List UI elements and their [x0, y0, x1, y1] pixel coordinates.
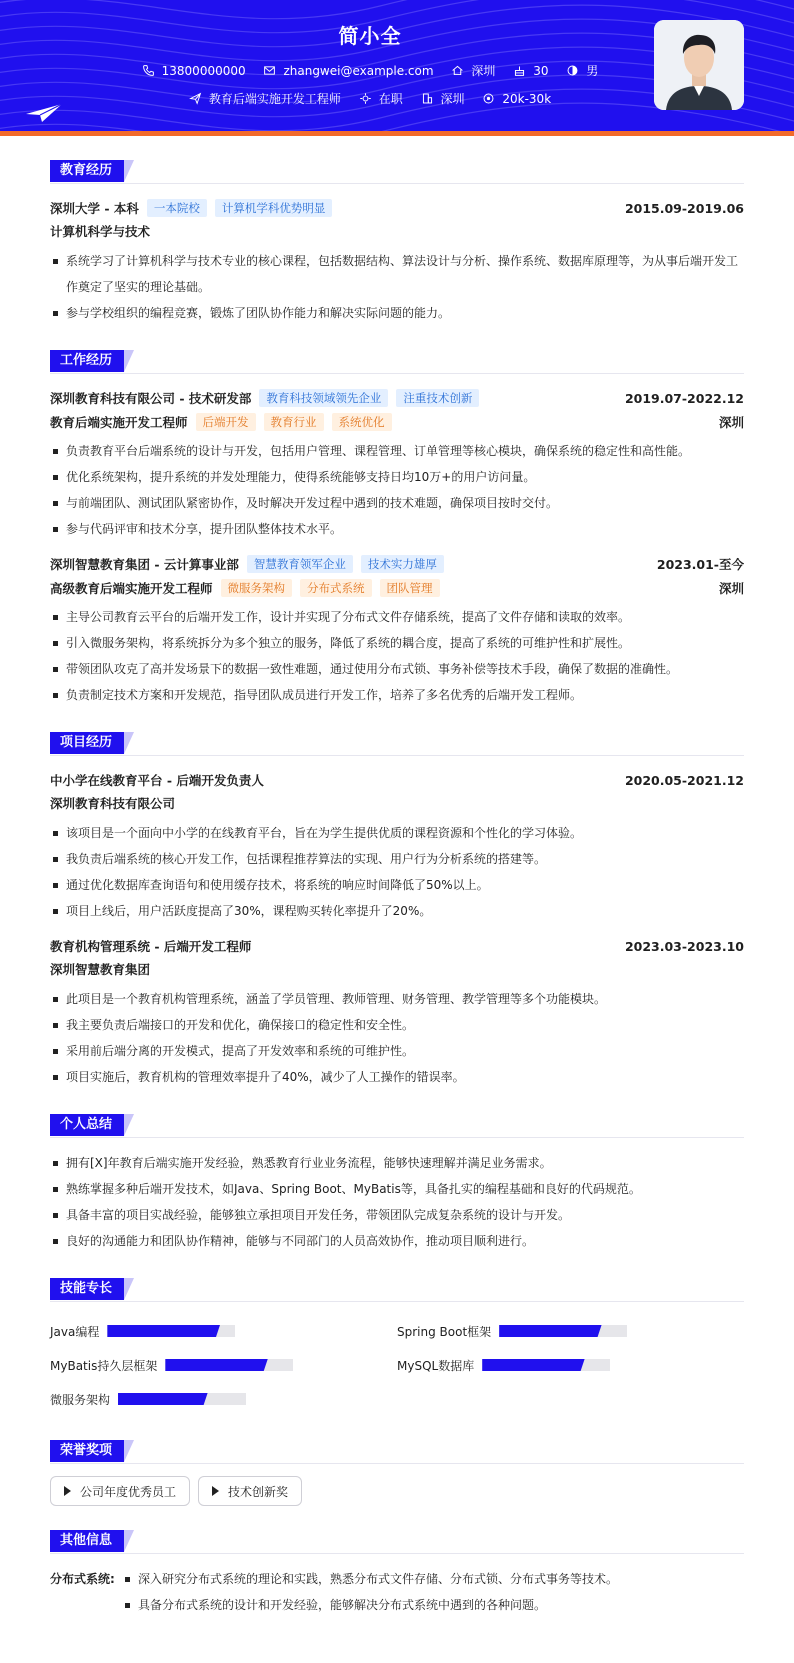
skill-bar [118, 1393, 246, 1405]
skill-label: Java编程 [50, 1324, 100, 1339]
skill-label: Spring Boot框架 [397, 1324, 492, 1339]
list-item: 良好的沟通能力和团队协作精神，能够与不同部门的人员高效协作，推动项目顺利进行。 [50, 1228, 744, 1254]
major: 计算机科学与技术 [50, 224, 151, 239]
city-text: 深圳 [471, 64, 496, 78]
email-text: zhangwei@example.com [283, 63, 434, 78]
education-bullets [50, 248, 744, 326]
skill-bar-fill [107, 1325, 220, 1337]
other-section-title [50, 1530, 744, 1554]
skill-bar-fill [165, 1359, 267, 1371]
work-company-left [50, 389, 479, 407]
education-left [50, 199, 332, 217]
work-location: 深圳 [718, 581, 744, 596]
role-tag: 微服务架构 [221, 579, 293, 597]
skill-bar [499, 1325, 627, 1337]
list-item: 该项目是一个面向中小学的在线教育平台，旨在为学生提供优质的课程资源和个性化的学习体验。 [50, 820, 744, 846]
other-info [50, 1566, 744, 1618]
list-item: 通过优化数据库查询语句和使用缓存技术，将系统的响应时间降低了50%以上。 [50, 872, 744, 898]
work-role-row [50, 576, 744, 600]
phone-text: 13800000000 [161, 63, 246, 78]
play-triangle-icon [212, 1486, 219, 1496]
other-bullets [122, 1566, 744, 1618]
skill-bar [165, 1359, 293, 1371]
list-item: 项目上线后，用户活跃度提高了30%，课程购买转化率提升了20%。 [50, 898, 744, 924]
section-tab: 个人总结 [50, 1114, 124, 1136]
role-tag: 分布式系统 [300, 579, 372, 597]
company-name: 深圳教育科技有限公司 - 技术研发部 [50, 391, 252, 406]
city-item [451, 62, 495, 79]
role-name: 教育后端实施开发工程师 [50, 415, 188, 430]
resume-header [0, 0, 794, 136]
gender-text: 男 [586, 64, 599, 78]
company-tag: 技术实力雄厚 [361, 555, 444, 573]
gender-icon [566, 64, 579, 77]
company-name: 深圳智慧教育集团 - 云计算事业部 [50, 557, 239, 572]
other-label: 分布式系统: [50, 1572, 115, 1586]
status-text: 在职 [378, 92, 403, 106]
education-header-row [50, 196, 744, 220]
list-item: 负责制定技术方案和开发规范，指导团队成员进行开发工作，培养了多名优秀的后端开发工程师。 [50, 682, 744, 708]
skill-item [50, 1348, 397, 1382]
list-item: 熟练掌握多种后端开发技术，如Java、Spring Boot、MyBatis等，具备扎实的编程基础和良好的代码规范。 [50, 1176, 744, 1202]
project-title: 中小学在线教育平台 - 后端开发负责人 [50, 773, 264, 788]
list-item: 与前端团队、测试团队紧密协作，及时解决开发过程中遇到的技术难题，确保项目按时交付。 [50, 490, 744, 516]
role-tag: 系统优化 [332, 413, 392, 431]
section-tab: 荣誉奖项 [50, 1440, 124, 1462]
award-badge [50, 1476, 190, 1506]
work-role-left [50, 413, 392, 431]
salary-icon [482, 92, 495, 105]
company-tag: 注重技术创新 [396, 389, 479, 407]
list-item: 系统学习了计算机科学与技术专业的核心课程，包括数据结构、算法设计与分析、操作系统、数据库原理等，为从事后端开发工作奠定了坚实的理论基础。 [50, 248, 744, 300]
work-bullets [50, 604, 744, 708]
project-period: 2020.05-2021.12 [624, 772, 744, 788]
skill-item [397, 1314, 744, 1348]
company-tag: 教育科技领域领先企业 [259, 389, 388, 407]
work-period: 2023.01-至今 [656, 557, 744, 572]
work-entry [50, 386, 744, 542]
list-item: 具备丰富的项目实战经验，能够独立承担项目开发任务，带领团队完成复杂系统的设计与开发。 [50, 1202, 744, 1228]
work-company-left [50, 555, 444, 573]
list-item: 带领团队攻克了高并发场景下的数据一致性难题，通过使用分布式锁、事务补偿等技术手段，确保了数据的准确性。 [50, 656, 744, 682]
paper-plane-icon [24, 102, 64, 124]
email-item [263, 64, 433, 78]
list-item: 采用前后端分离的开发模式，提高了开发效率和系统的可维护性。 [50, 1038, 744, 1064]
section-tab: 教育经历 [50, 160, 124, 182]
list-item: 深入研究分布式系统的理论和实践，熟悉分布式文件存储、分布式锁、分布式事务等技术。 [122, 1566, 744, 1592]
summary-bullets [50, 1150, 744, 1254]
age-text: 30 [533, 63, 549, 78]
skill-label: MyBatis持久层框架 [50, 1358, 158, 1373]
project-bullets [50, 986, 744, 1090]
skills-grid [50, 1314, 744, 1416]
education-section-title [50, 160, 744, 184]
list-item: 优化系统架构，提升系统的并发处理能力，使得系统能够支持日均10万+的用户访问量。 [50, 464, 744, 490]
summary-section-title [50, 1114, 744, 1138]
skill-item [50, 1314, 397, 1348]
skill-item [397, 1348, 744, 1382]
building-icon [421, 92, 434, 105]
skill-bar-fill [499, 1325, 601, 1337]
phone-icon [142, 64, 155, 77]
work-role-row [50, 410, 744, 434]
list-item: 主导公司教育云平台的后端开发工作，设计并实现了分布式文件存储系统，提高了文件存储和读取的效率。 [50, 604, 744, 630]
resume-body [50, 136, 744, 1618]
mail-icon [263, 64, 276, 77]
list-item: 我负责后端系统的核心开发工作，包括课程推荐算法的实现、用户行为分析系统的搭建等。 [50, 846, 744, 872]
list-item: 此项目是一个教育机构管理系统，涵盖了学员管理、教师管理、财务管理、教学管理等多个功能模块。 [50, 986, 744, 1012]
candidate-name: 简小全 [338, 24, 402, 48]
list-item: 我主要负责后端接口的开发和优化，确保接口的稳定性和安全性。 [50, 1012, 744, 1038]
project-company: 深圳教育科技有限公司 [50, 796, 176, 811]
work-section-title [50, 350, 744, 374]
list-item: 引入微服务架构，将系统拆分为多个独立的服务，降低了系统的耦合度，提高了系统的可维护性和扩展性。 [50, 630, 744, 656]
section-tab: 技能专长 [50, 1278, 124, 1300]
role-tag: 教育行业 [264, 413, 324, 431]
skill-label: 微服务架构 [50, 1392, 111, 1407]
project-title-row [50, 934, 744, 958]
skill-item [50, 1382, 397, 1416]
project-bullets [50, 820, 744, 924]
project-title-row [50, 768, 744, 792]
salary-text: 20k-30k [502, 91, 552, 106]
project-entry [50, 934, 744, 1090]
age-item [513, 64, 548, 78]
project-company: 深圳智慧教育集团 [50, 962, 151, 977]
gender-item [566, 62, 598, 79]
section-tab: 工作经历 [50, 350, 124, 372]
company-tag: 智慧教育领军企业 [247, 555, 353, 573]
role-name: 高级教育后端实施开发工程师 [50, 581, 213, 596]
list-item: 拥有[X]年教育后端实施开发经验，熟悉教育行业业务流程，能够快速理解并满足业务需求。 [50, 1150, 744, 1176]
play-triangle-icon [64, 1486, 71, 1496]
salary-item [482, 92, 551, 106]
skill-bar-fill [482, 1359, 584, 1371]
job-intent-row [0, 90, 740, 108]
list-item: 具备分布式系统的设计和开发经验，能够解决分布式系统中遇到的各种问题。 [122, 1592, 744, 1618]
education-period: 2015.09-2019.06 [624, 200, 744, 216]
section-tab: 其他信息 [50, 1530, 124, 1552]
work-role-left [50, 579, 440, 597]
work-company-row [50, 552, 744, 576]
award-badge [198, 1476, 302, 1506]
school-name: 深圳大学 - 本科 [50, 201, 139, 216]
phone-item [142, 64, 246, 78]
work-period: 2019.07-2022.12 [624, 390, 744, 406]
project-period: 2023.03-2023.10 [624, 938, 744, 954]
award-label: 技术创新奖 [228, 1484, 289, 1499]
position-text: 教育后端实施开发工程师 [208, 92, 341, 106]
section-tab: 项目经历 [50, 732, 124, 754]
skill-label: MySQL数据库 [397, 1358, 475, 1373]
list-item: 负责教育平台后端系统的设计与开发，包括用户管理、课程管理、订单管理等核心模块，确保系统的稳定性和高性能。 [50, 438, 744, 464]
work-entry [50, 552, 744, 708]
avatar [654, 20, 744, 110]
avatar-portrait-icon [654, 20, 744, 110]
awards-section-title [50, 1440, 744, 1464]
home-icon [451, 64, 464, 77]
role-tag: 团队管理 [380, 579, 440, 597]
work-company-row [50, 386, 744, 410]
school-tag: 计算机学科优势明显 [215, 199, 333, 217]
education-entry [50, 196, 744, 326]
skill-bar [482, 1359, 610, 1371]
status-item [359, 90, 403, 107]
project-entry [50, 768, 744, 924]
list-item: 参与代码评审和技术分享，提升团队整体技术水平。 [50, 516, 744, 542]
role-tag: 后端开发 [196, 413, 256, 431]
list-item: 项目实施后，教育机构的管理效率提升了40%，减少了人工操作的错误率。 [50, 1064, 744, 1090]
send-icon [189, 92, 202, 105]
expected-city-text: 深圳 [440, 92, 465, 106]
awards-list [50, 1476, 744, 1506]
skills-section-title [50, 1278, 744, 1302]
work-location: 深圳 [718, 415, 744, 430]
award-label: 公司年度优秀员工 [80, 1484, 177, 1499]
cake-icon [513, 64, 526, 77]
projects-section-title [50, 732, 744, 756]
list-item: 参与学校组织的编程竞赛，锻炼了团队协作能力和解决实际问题的能力。 [50, 300, 744, 326]
school-tag: 一本院校 [147, 199, 207, 217]
project-title: 教育机构管理系统 - 后端开发工程师 [50, 939, 252, 954]
position-item [189, 90, 341, 107]
expected-city-item [421, 90, 465, 107]
skill-bar-fill [118, 1393, 208, 1405]
contact-row [0, 62, 740, 80]
status-icon [359, 92, 372, 105]
work-bullets [50, 438, 744, 542]
skill-bar [107, 1325, 235, 1337]
